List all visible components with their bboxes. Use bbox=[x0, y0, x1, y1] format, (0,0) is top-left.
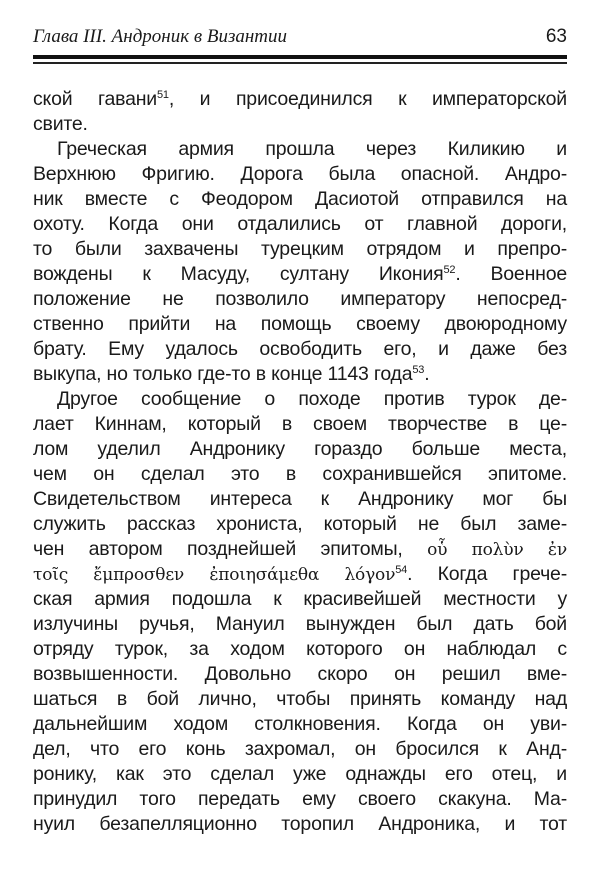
text-segment: Свидетельством интереса к Андронику мог бы bbox=[33, 488, 567, 510]
footnote-ref: 54 bbox=[395, 564, 408, 576]
text-line bbox=[33, 87, 567, 112]
text-segment: Верхнюю Фригию. Дорога была опасной. Андро- bbox=[33, 163, 567, 185]
text-segment: Другое сообщение о походе против турок де- bbox=[57, 388, 567, 410]
text-line bbox=[33, 587, 567, 612]
text-line bbox=[33, 487, 567, 512]
page-number: 63 bbox=[545, 26, 567, 47]
text-segment: ронику, как это сделал уже однажды его отец, и bbox=[33, 763, 567, 785]
greek-quote: οὗ πολὺν ἐν bbox=[427, 540, 567, 560]
text-line bbox=[33, 262, 567, 287]
header-rule-thick bbox=[33, 55, 567, 59]
text-segment: нуил безапелляционно торопил Андроника, и тот bbox=[33, 813, 567, 835]
text-segment: выкупа, но только где-то в конце 1143 года bbox=[33, 363, 413, 385]
text-segment: , и присоединился к императорской bbox=[168, 88, 567, 110]
text-line bbox=[33, 412, 567, 437]
chapter-title: Глава III. Андроник в Византии bbox=[33, 26, 288, 47]
running-header bbox=[33, 26, 567, 50]
text-line bbox=[33, 812, 567, 837]
text-line bbox=[33, 462, 567, 487]
text-line bbox=[33, 512, 567, 537]
text-line bbox=[33, 387, 567, 412]
footnote-ref: 52 bbox=[443, 264, 456, 276]
text-segment: Греческая армия прошла через Киликию и bbox=[57, 138, 567, 160]
text-segment: положение не позволило императору непосред- bbox=[33, 288, 567, 310]
text-line bbox=[33, 162, 567, 187]
text-line bbox=[33, 762, 567, 787]
text-line bbox=[33, 212, 567, 237]
text-segment: вождены к Масуду, султану Икония bbox=[33, 263, 444, 285]
text-segment: чен автором позднейшей эпитомы, bbox=[33, 538, 428, 560]
text-line bbox=[33, 112, 567, 137]
text-segment: шаться в бой лично, чтобы принять команду над bbox=[33, 688, 567, 710]
text-segment: возвышенности. Довольно скоро он решил вме- bbox=[33, 663, 567, 685]
text-segment: служить рассказ хрониста, который не был заме- bbox=[33, 513, 567, 535]
text-line bbox=[33, 712, 567, 737]
text-line bbox=[33, 562, 567, 587]
text-segment: свите. bbox=[33, 113, 88, 135]
text-segment: лом уделил Андронику гораздо больше места, bbox=[33, 438, 567, 460]
text-segment: брату. Ему удалось освободить его, и даже без bbox=[33, 338, 567, 360]
text-segment: . bbox=[424, 363, 430, 385]
text-line bbox=[33, 312, 567, 337]
text-segment: ской гавани bbox=[33, 88, 158, 110]
text-segment: то были захвачены турецким отрядом и препро- bbox=[33, 238, 567, 260]
text-line bbox=[33, 737, 567, 762]
footnote-ref: 53 bbox=[412, 364, 425, 376]
text-line bbox=[33, 637, 567, 662]
text-line bbox=[33, 287, 567, 312]
text-line bbox=[33, 437, 567, 462]
text-segment: охоту. Когда они отдалились от главной дороги, bbox=[33, 213, 567, 235]
text-line bbox=[33, 337, 567, 362]
text-segment: излучины ручья, Мануил вынужден был дать бой bbox=[33, 613, 567, 635]
body-text bbox=[33, 87, 567, 837]
text-segment: дел, что его конь захромал, он бросился к Анд- bbox=[33, 738, 567, 760]
text-segment: . Когда грече- bbox=[407, 563, 567, 585]
text-segment: лает Киннам, который в своем творчестве в це- bbox=[33, 413, 567, 435]
text-line bbox=[33, 187, 567, 212]
text-line bbox=[33, 612, 567, 637]
greek-quote: τοῖς ἔμπροσθεν ἐποιησάμεθα λόγον bbox=[33, 565, 396, 585]
footnote-ref: 51 bbox=[157, 89, 169, 101]
text-segment: ская армия подошла к красивейшей местности у bbox=[33, 588, 567, 610]
text-line bbox=[33, 362, 567, 387]
text-line bbox=[33, 662, 567, 687]
text-segment: отряду турок, за ходом которого он наблюдал с bbox=[33, 638, 567, 660]
header-rule-thin bbox=[33, 62, 567, 64]
text-segment: ственно прийти на помощь своему двоюродному bbox=[33, 313, 567, 335]
text-segment: . Военное bbox=[455, 263, 567, 285]
text-line bbox=[33, 687, 567, 712]
text-segment: дальнейшим ходом столкновения. Когда он уви- bbox=[33, 713, 567, 735]
text-segment: чем он сделал это в сохранившейся эпитоме. bbox=[33, 463, 567, 485]
text-line bbox=[33, 537, 567, 562]
text-segment: ник вместе с Феодором Дасиотой отправился на bbox=[33, 188, 567, 210]
text-line bbox=[33, 237, 567, 262]
text-line bbox=[33, 787, 567, 812]
text-segment: принудил того передать ему своего скакуна. Ма- bbox=[33, 788, 567, 810]
text-line bbox=[33, 137, 567, 162]
